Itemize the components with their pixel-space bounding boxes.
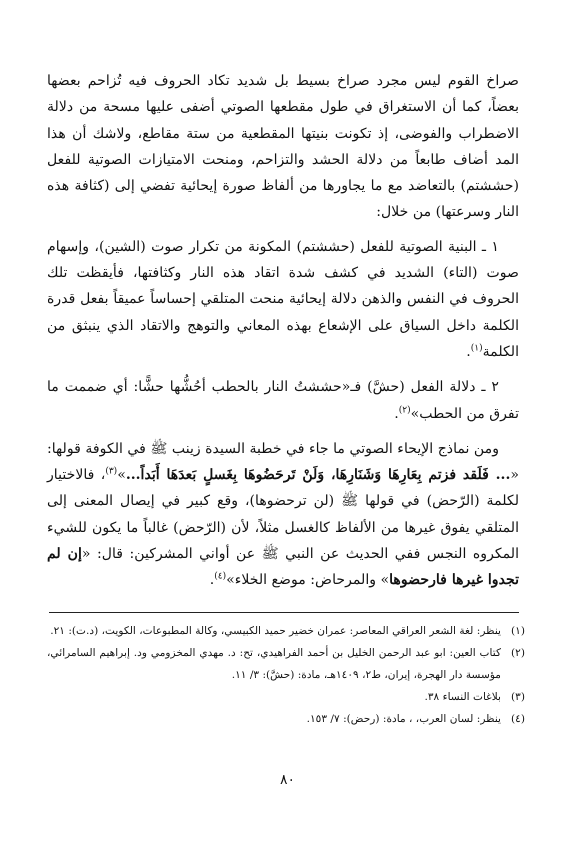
paragraph-2-end: .: [466, 343, 471, 360]
footnote-text: ينظر: لغة الشعر العراقي المعاصر: عمران خضير حميد الكبيسي، وكالة المطبوعات، الكويت، (د.ت): ٢١.: [50, 625, 501, 637]
paragraph-4: [47, 436, 519, 594]
footnote-item: [47, 642, 525, 686]
footnote-text: ينظر: لسان العرب، ، مادة: (رحض): ٧/ ١٥٣.: [306, 713, 501, 725]
paragraph-4-end: .: [209, 572, 215, 589]
footnote-ref-3[interactable]: (٣): [105, 466, 118, 477]
footnotes: [47, 620, 525, 730]
paragraph-1-text: صراخ القوم ليس مجرد صراخ بسيط بل شديد تكاد الحروف فيه تُزاحم بعضها بعضاً، كما أن الاستغراق في طول مقطعها الصوتي أضفى عليها مسحة من دلالة الاضطراب والفوضى، إذ تكونت بنيتها المقطعية من ستة مقاطع، ولاشك أن هذا المد أضاف طابعاً من دلالة الحشد والتزاحم، ومنحت الامتيازات الصوتية للفعل (حششتم) بالتعاضد مع ما يجاورها من ألفاظ صورة إيحائية تفضي إلى (كثافة هذه النار وسرعتها) من خلال:: [47, 73, 519, 221]
main-text: [47, 68, 519, 603]
hadith-quote: إن لم تجدوا غيرها فارحضوها: [47, 546, 519, 589]
footnote-separator: [49, 612, 519, 613]
footnote-item: [47, 620, 525, 642]
paragraph-4-text-b: »: [117, 467, 126, 484]
paragraph-4-text-c: ، فالاختيار لكلمة (الرّحض) في قولها ﷺ (لن ترحضوها)، وقع كبير في إيصال المعنى إلى المتلقي يفوق غيرها من الألفاظ كالغسل مثلاً، لأن (الرّحض) غالباً ما يكون للشيء المكروه النجس ففي الحديث عن النبي ﷺ عن أواني المشركين: قال: «: [47, 467, 519, 563]
footnote-ref-2[interactable]: (٢): [398, 404, 411, 415]
footnote-number: (٢): [511, 647, 525, 659]
footnote-ref-1[interactable]: (١): [470, 343, 483, 354]
sermon-quote: ... فَلَقد فزتم بِعَارِهَا وَشَنَارِهَا، وَلَنْ تَرحَضُوهَا بِغَسلٍ بَعدَهَا أَبَداً...: [125, 467, 511, 484]
paragraph-3: [47, 374, 519, 427]
footnote-text: بلاغات النساء ٣٨.: [424, 691, 501, 703]
footnote-item: [47, 686, 525, 708]
footnote-text: كتاب العين: ابو عبد الرحمن الخليل بن أحمد الفراهيدي، تح: د. مهدي المخزومي ود. إبراهيم السامرائي، مؤسسة دار الهجرة، إيران، ط٢، ١٤٠٩هـ، مادة: (حشَّ): ٣/ ١١.: [47, 647, 501, 681]
paragraph-2-text: ١ ـ البنية الصوتية للفعل (حششتم) المكونة من تكرار صوت (الشين)، وإسهام صوت (التاء) الشديد في كشف شدة اتقاد هذه النار وكثافتها، فأيقظت تلك الحروف في النفس والذهن دلالة إيحائية منحت المتلقي إحساساً عميقاً بفعل قدرة الكلمة داخل السياق على الإشعاع بهذه المعاني والتوهج والاتقاد الذي ينبثق من الكلمة: [47, 238, 519, 360]
paragraph-4-text-d: » والمرحاض: موضع الخلاء»: [226, 572, 390, 589]
paragraph-1: [47, 68, 519, 226]
paragraph-3-end: .: [394, 405, 399, 422]
footnote-number: (١): [511, 625, 525, 637]
page-number: ٨٠: [279, 772, 296, 788]
paragraph-4-text-a: ومن نماذج الإيحاء الصوتي ما جاء في خطبة السيدة زينب ﷺ في الكوفة قولها: «: [47, 440, 519, 484]
footnote-ref-4[interactable]: (٤): [214, 571, 227, 582]
footnote-number: (٣): [511, 691, 525, 703]
footnote-number: (٤): [511, 713, 525, 725]
paragraph-2: [47, 234, 519, 365]
footnote-item: [47, 708, 525, 730]
paragraph-3-text: ٢ ـ دلالة الفعل (حشَّ) فـ«حششتُ النار بالحطب أحُشُّها حشًّا: أي ضممت ما تفرق من الحطب»: [47, 379, 519, 422]
